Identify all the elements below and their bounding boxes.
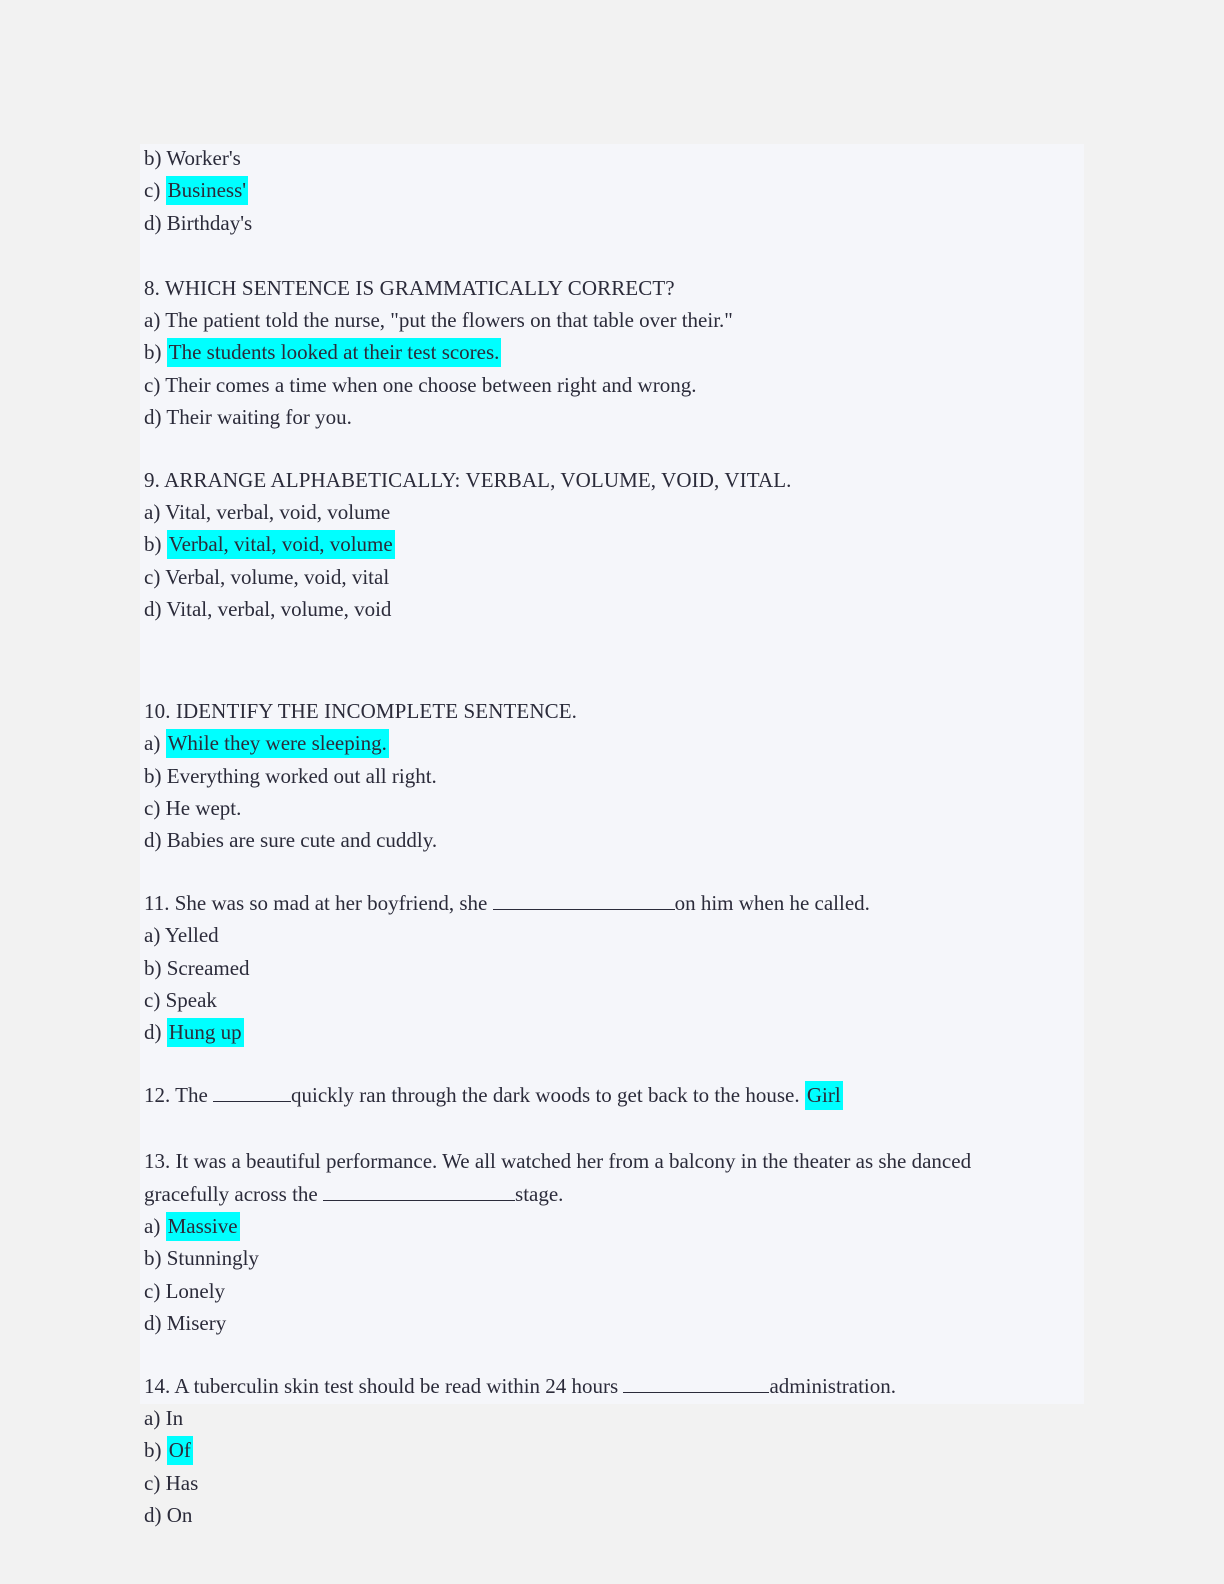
- option-letter: c): [144, 564, 161, 589]
- option-letter: d): [144, 1503, 162, 1528]
- option-text: Yelled: [164, 923, 219, 948]
- option-letter: c): [144, 1470, 161, 1495]
- option-b: [144, 142, 1084, 174]
- option-letter: a): [144, 1405, 161, 1430]
- option-letter: c): [144, 178, 161, 203]
- question-12: [144, 1079, 1084, 1111]
- question-10: [144, 695, 1084, 857]
- highlighted-answer: Of: [167, 1436, 193, 1465]
- spacer: [144, 1049, 1084, 1079]
- answer-blank: [213, 1081, 291, 1102]
- option-letter: b): [144, 955, 162, 980]
- question-text: 12. The: [144, 1082, 214, 1107]
- option-text: Worker's: [166, 146, 241, 170]
- option-d: [144, 207, 1084, 239]
- option-letter: d): [144, 597, 162, 622]
- option-a: [144, 1210, 1084, 1242]
- option-text: In: [165, 1405, 184, 1430]
- option-letter: d): [144, 1311, 162, 1336]
- option-a: [144, 1402, 1084, 1434]
- option-text: Misery: [166, 1311, 227, 1336]
- question-text: 11. She was so mad at her boyfriend, she: [144, 890, 493, 915]
- option-b: [144, 336, 1084, 368]
- option-text: Babies are sure cute and cuddly.: [166, 828, 438, 853]
- question-title: [144, 887, 1084, 919]
- question-title: 13. It was a beautiful performance. We all watched her from a balcony in the theater as she danced: [144, 1149, 972, 1174]
- option-text: Their waiting for you.: [166, 405, 352, 430]
- option-d: [144, 1016, 1084, 1048]
- option-text: The patient told the nurse, "put the flowers on that table over their.": [165, 307, 733, 332]
- option-text: Vital, verbal, void, volume: [165, 499, 391, 524]
- option-letter: c): [144, 372, 161, 397]
- option-c: [144, 1467, 1084, 1499]
- option-letter: a): [144, 499, 161, 524]
- option-b: [144, 528, 1084, 560]
- question-title: [144, 1079, 1084, 1111]
- option-b: [144, 1242, 1084, 1274]
- answer-blank: [493, 889, 675, 910]
- question-7-continuation: [144, 142, 1084, 239]
- option-letter: a): [144, 923, 161, 948]
- option-c: [144, 792, 1084, 824]
- option-c: [144, 561, 1084, 593]
- question-13: [144, 1145, 1084, 1339]
- option-text: Speak: [165, 987, 217, 1012]
- highlighted-answer: The students looked at their test scores.: [167, 338, 502, 367]
- option-b: [144, 952, 1084, 984]
- answer-blank: [623, 1372, 769, 1393]
- option-text: Screamed: [166, 955, 250, 980]
- option-text: Lonely: [165, 1278, 226, 1303]
- option-d: [144, 401, 1084, 433]
- question-title-continued: [144, 1178, 1084, 1210]
- highlighted-answer: While they were sleeping.: [166, 729, 389, 758]
- option-d: [144, 1307, 1084, 1339]
- spacer: [144, 1111, 1084, 1145]
- option-letter: a): [144, 1213, 161, 1238]
- option-letter: b): [144, 1438, 162, 1463]
- option-letter: d): [144, 1020, 162, 1045]
- option-letter: c): [144, 987, 161, 1012]
- spacer: [144, 239, 1084, 271]
- question-8: [144, 272, 1084, 434]
- option-text: Verbal, volume, void, vital: [165, 564, 390, 589]
- option-text: He wept.: [165, 796, 242, 821]
- option-text: Vital, verbal, volume, void: [166, 597, 392, 622]
- highlighted-answer: Girl: [805, 1081, 843, 1110]
- option-letter: a): [144, 731, 161, 756]
- question-title: [144, 1370, 1084, 1402]
- option-letter: a): [144, 307, 161, 332]
- option-a: [144, 304, 1084, 336]
- option-a: [144, 496, 1084, 528]
- option-c: [144, 1275, 1084, 1307]
- question-9: [144, 464, 1084, 626]
- question-text: quickly ran through the dark woods to get back to the house.: [291, 1082, 805, 1107]
- option-text: Has: [165, 1470, 199, 1495]
- highlighted-answer: Hung up: [167, 1018, 244, 1047]
- option-text: Birthday's: [166, 210, 253, 235]
- question-text: 14. A tuberculin skin test should be read within 24 hours: [144, 1373, 624, 1398]
- option-text: Stunningly: [166, 1246, 259, 1271]
- option-letter: d): [144, 405, 162, 430]
- question-text: stage.: [515, 1181, 564, 1206]
- highlighted-answer: Business': [166, 176, 248, 205]
- question-title: 8. WHICH SENTENCE IS GRAMMATICALLY CORRECT?: [144, 275, 675, 300]
- option-letter: d): [144, 210, 162, 235]
- question-title: 10. IDENTIFY THE INCOMPLETE SENTENCE.: [144, 698, 577, 723]
- option-letter: b): [144, 1246, 162, 1271]
- question-title: 9. ARRANGE ALPHABETICALLY: VERBAL, VOLUME, VOID, VITAL.: [144, 467, 792, 492]
- spacer: [144, 662, 1084, 694]
- option-letter: b): [144, 146, 162, 170]
- spacer: [144, 434, 1084, 464]
- option-a: [144, 919, 1084, 951]
- option-c: [144, 369, 1084, 401]
- quiz-document: [144, 142, 1084, 1531]
- question-14: [144, 1370, 1084, 1532]
- question-text: gracefully across the: [144, 1181, 324, 1206]
- option-c: [144, 984, 1084, 1016]
- spacer: [144, 1340, 1084, 1370]
- option-text: Their comes a time when one choose between right and wrong.: [165, 372, 697, 397]
- option-a: [144, 727, 1084, 759]
- question-text: on him when he called.: [674, 890, 870, 915]
- option-letter: b): [144, 340, 162, 365]
- option-letter: b): [144, 763, 162, 788]
- option-letter: b): [144, 532, 162, 557]
- highlighted-answer: Massive: [166, 1212, 240, 1241]
- option-d: [144, 593, 1084, 625]
- question-11: [144, 887, 1084, 1049]
- spacer: [144, 625, 1084, 662]
- option-c: [144, 174, 1084, 206]
- spacer: [144, 857, 1084, 887]
- option-letter: c): [144, 1278, 161, 1303]
- option-b: [144, 760, 1084, 792]
- option-text: On: [166, 1503, 193, 1528]
- option-letter: c): [144, 796, 161, 821]
- option-d: [144, 824, 1084, 856]
- highlighted-answer: Verbal, vital, void, volume: [167, 530, 395, 559]
- option-text: Everything worked out all right.: [166, 763, 437, 788]
- answer-blank: [323, 1180, 515, 1201]
- option-letter: d): [144, 828, 162, 853]
- option-d: [144, 1499, 1084, 1531]
- option-b: [144, 1434, 1084, 1466]
- question-text: administration.: [769, 1373, 897, 1398]
